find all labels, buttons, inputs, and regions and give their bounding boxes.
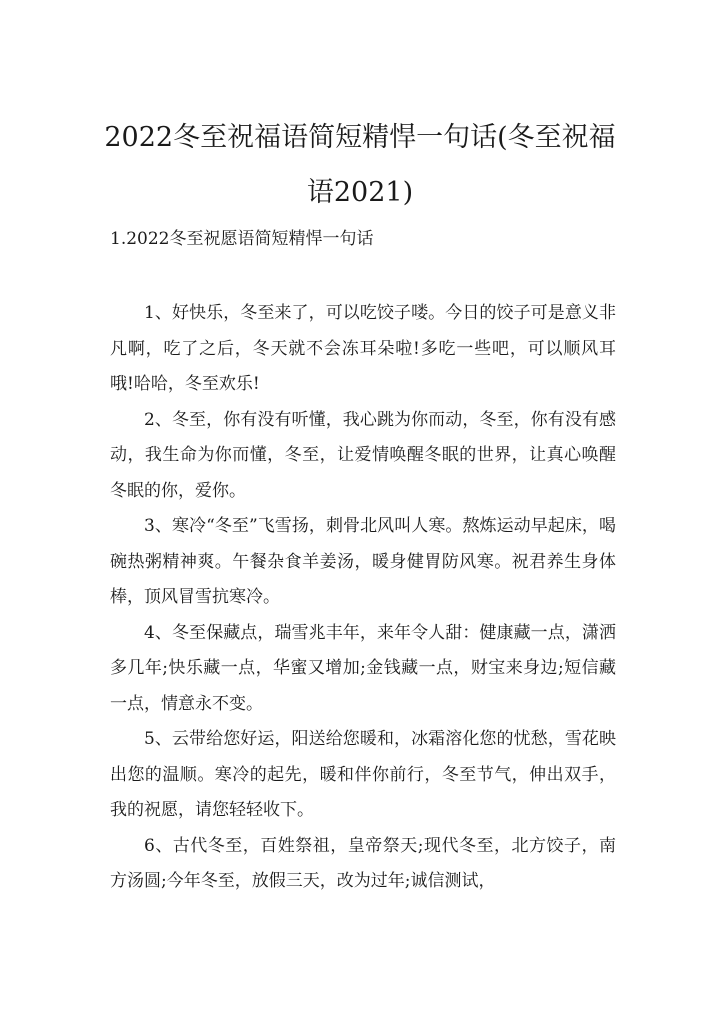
document-body <box>110 296 616 900</box>
paragraph-4: 4、冬至保藏点，瑞雪兆丰年，来年令人甜：健康藏一点，潇洒多几年;快乐藏一点，华蜜又增加;金钱藏一点，财宝来身边;短信藏一点，情意永不变。 <box>110 622 616 714</box>
paragraph-2: 2、冬至，你有没有听懂，我心跳为你而动，冬至，你有没有感动，我生命为你而懂，冬至，让爱情唤醒冬眠的世界，让真心唤醒冬眠的你，爱你。 <box>110 409 616 501</box>
section-heading: 1.2022冬至祝愿语简短精悍一句话 <box>110 229 374 249</box>
document-title: 2022冬至祝福语简短精悍一句话(冬至祝福语2021) <box>104 122 616 208</box>
paragraph-6: 6、古代冬至，百姓祭祖，皇帝祭天;现代冬至，北方饺子，南方汤圆;今年冬至，放假三天，改为过年;诚信测试， <box>110 835 616 891</box>
paragraph-3: 3、寒冷“冬至”飞雪扬，刺骨北风叫人寒。熬炼运动早起床，喝碗热粥精神爽。午餐杂食羊姜汤，暖身健胃防风寒。祝君养生身体棒，顶风冒雪抗寒冷。 <box>110 516 616 607</box>
paragraph-5: 5、云带给您好运，阳送给您暖和，冰霜溶化您的忧愁，雪花映出您的温顺。寒冷的起先，暖和伴你前行，冬至节气，伸出双手，我的祝愿，请您轻轻收下。 <box>110 729 616 820</box>
paragraph-1: 1、好快乐，冬至来了，可以吃饺子喽。今日的饺子可是意义非凡啊，吃了之后，冬天就不会冻耳朵啦!多吃一些吧，可以顺风耳哦!哈哈，冬至欢乐! <box>110 303 616 394</box>
